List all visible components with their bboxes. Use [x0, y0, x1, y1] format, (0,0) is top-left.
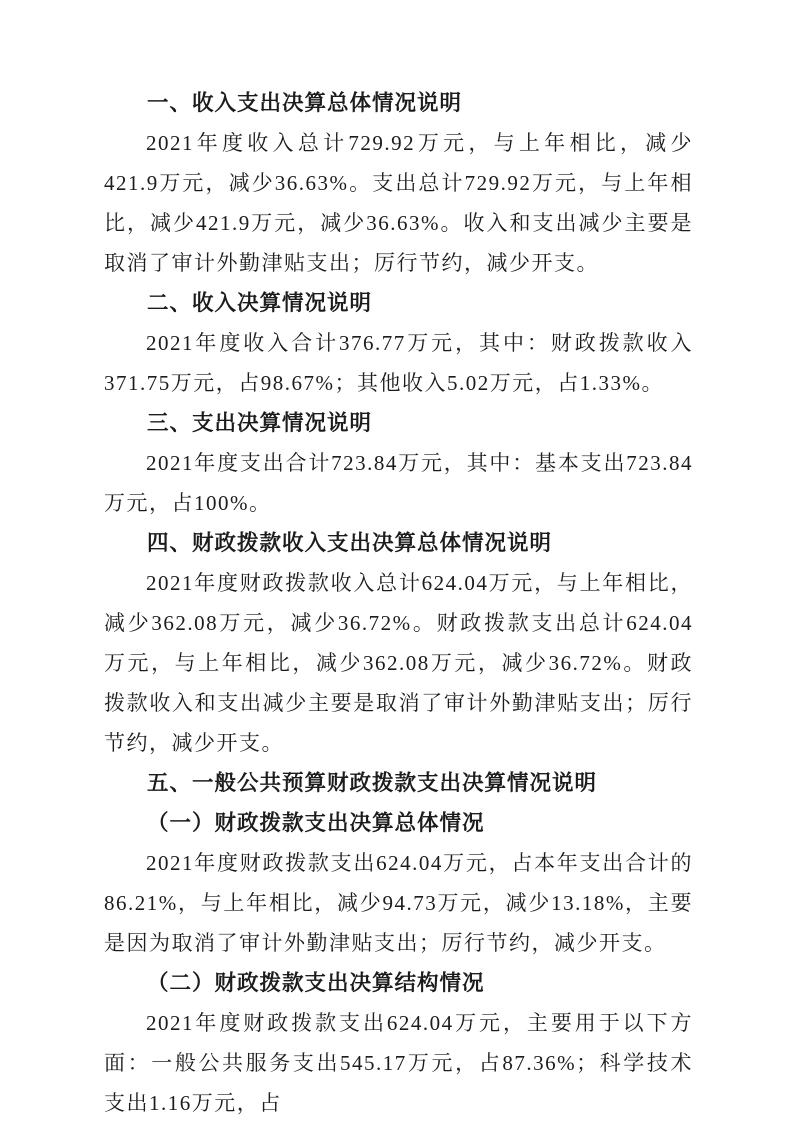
para-appropriation-expenditure-structure: 2021年度财政拨款支出624.04万元，主要用于以下方面：一般公共服务支出545.17万元，占87.36%；科学技术支出1.16万元，占 — [104, 1011, 693, 1115]
heading-fiscal-appropriation-overall: 四、财政拨款收入支出决算总体情况说明 — [147, 531, 553, 555]
heading-expenditure-accounts: 三、支出决算情况说明 — [147, 411, 373, 435]
para-overall-revenue-expenditure: 2021年度收入总计729.92万元，与上年相比，减少421.9万元，减少36.63%。支出总计729.92万元，与上年相比，减少421.9万元，减少36.63%。收入和支出减少主要是取消了审计外勤津贴支出；厉行节约，减少开支。 — [104, 131, 693, 275]
document-body — [104, 83, 693, 1122]
heading-public-budget-expenditure: 五、一般公共预算财政拨款支出决算情况说明 — [147, 771, 598, 795]
subheading-appropriation-expenditure-structure: （二）财政拨款支出决算结构情况 — [147, 971, 485, 995]
para-revenue-accounts: 2021年度收入合计376.77万元，其中：财政拨款收入371.75万元，占98.67%；其他收入5.02万元，占1.33%。 — [104, 331, 693, 395]
subheading-appropriation-expenditure-overall: （一）财政拨款支出决算总体情况 — [147, 811, 485, 835]
para-appropriation-expenditure-overall: 2021年度财政拨款支出624.04万元，占本年支出合计的86.21%，与上年相比，减少94.73万元，减少13.18%，主要是因为取消了审计外勤津贴支出；厉行节约，减少开支。 — [104, 851, 693, 955]
heading-overall-revenue-expenditure: 一、收入支出决算总体情况说明 — [147, 91, 463, 115]
heading-revenue-accounts: 二、收入决算情况说明 — [147, 291, 373, 315]
para-expenditure-accounts: 2021年度支出合计723.84万元，其中：基本支出723.84万元，占100%。 — [104, 451, 693, 515]
para-fiscal-appropriation-overall: 2021年度财政拨款收入总计624.04万元，与上年相比，减少362.08万元，减少36.72%。财政拨款支出总计624.04万元，与上年相比，减少362.08万元，减少36.72%。财政拨款收入和支出减少主要是取消了审计外勤津贴支出；厉行节约，减少开支。 — [104, 571, 693, 755]
